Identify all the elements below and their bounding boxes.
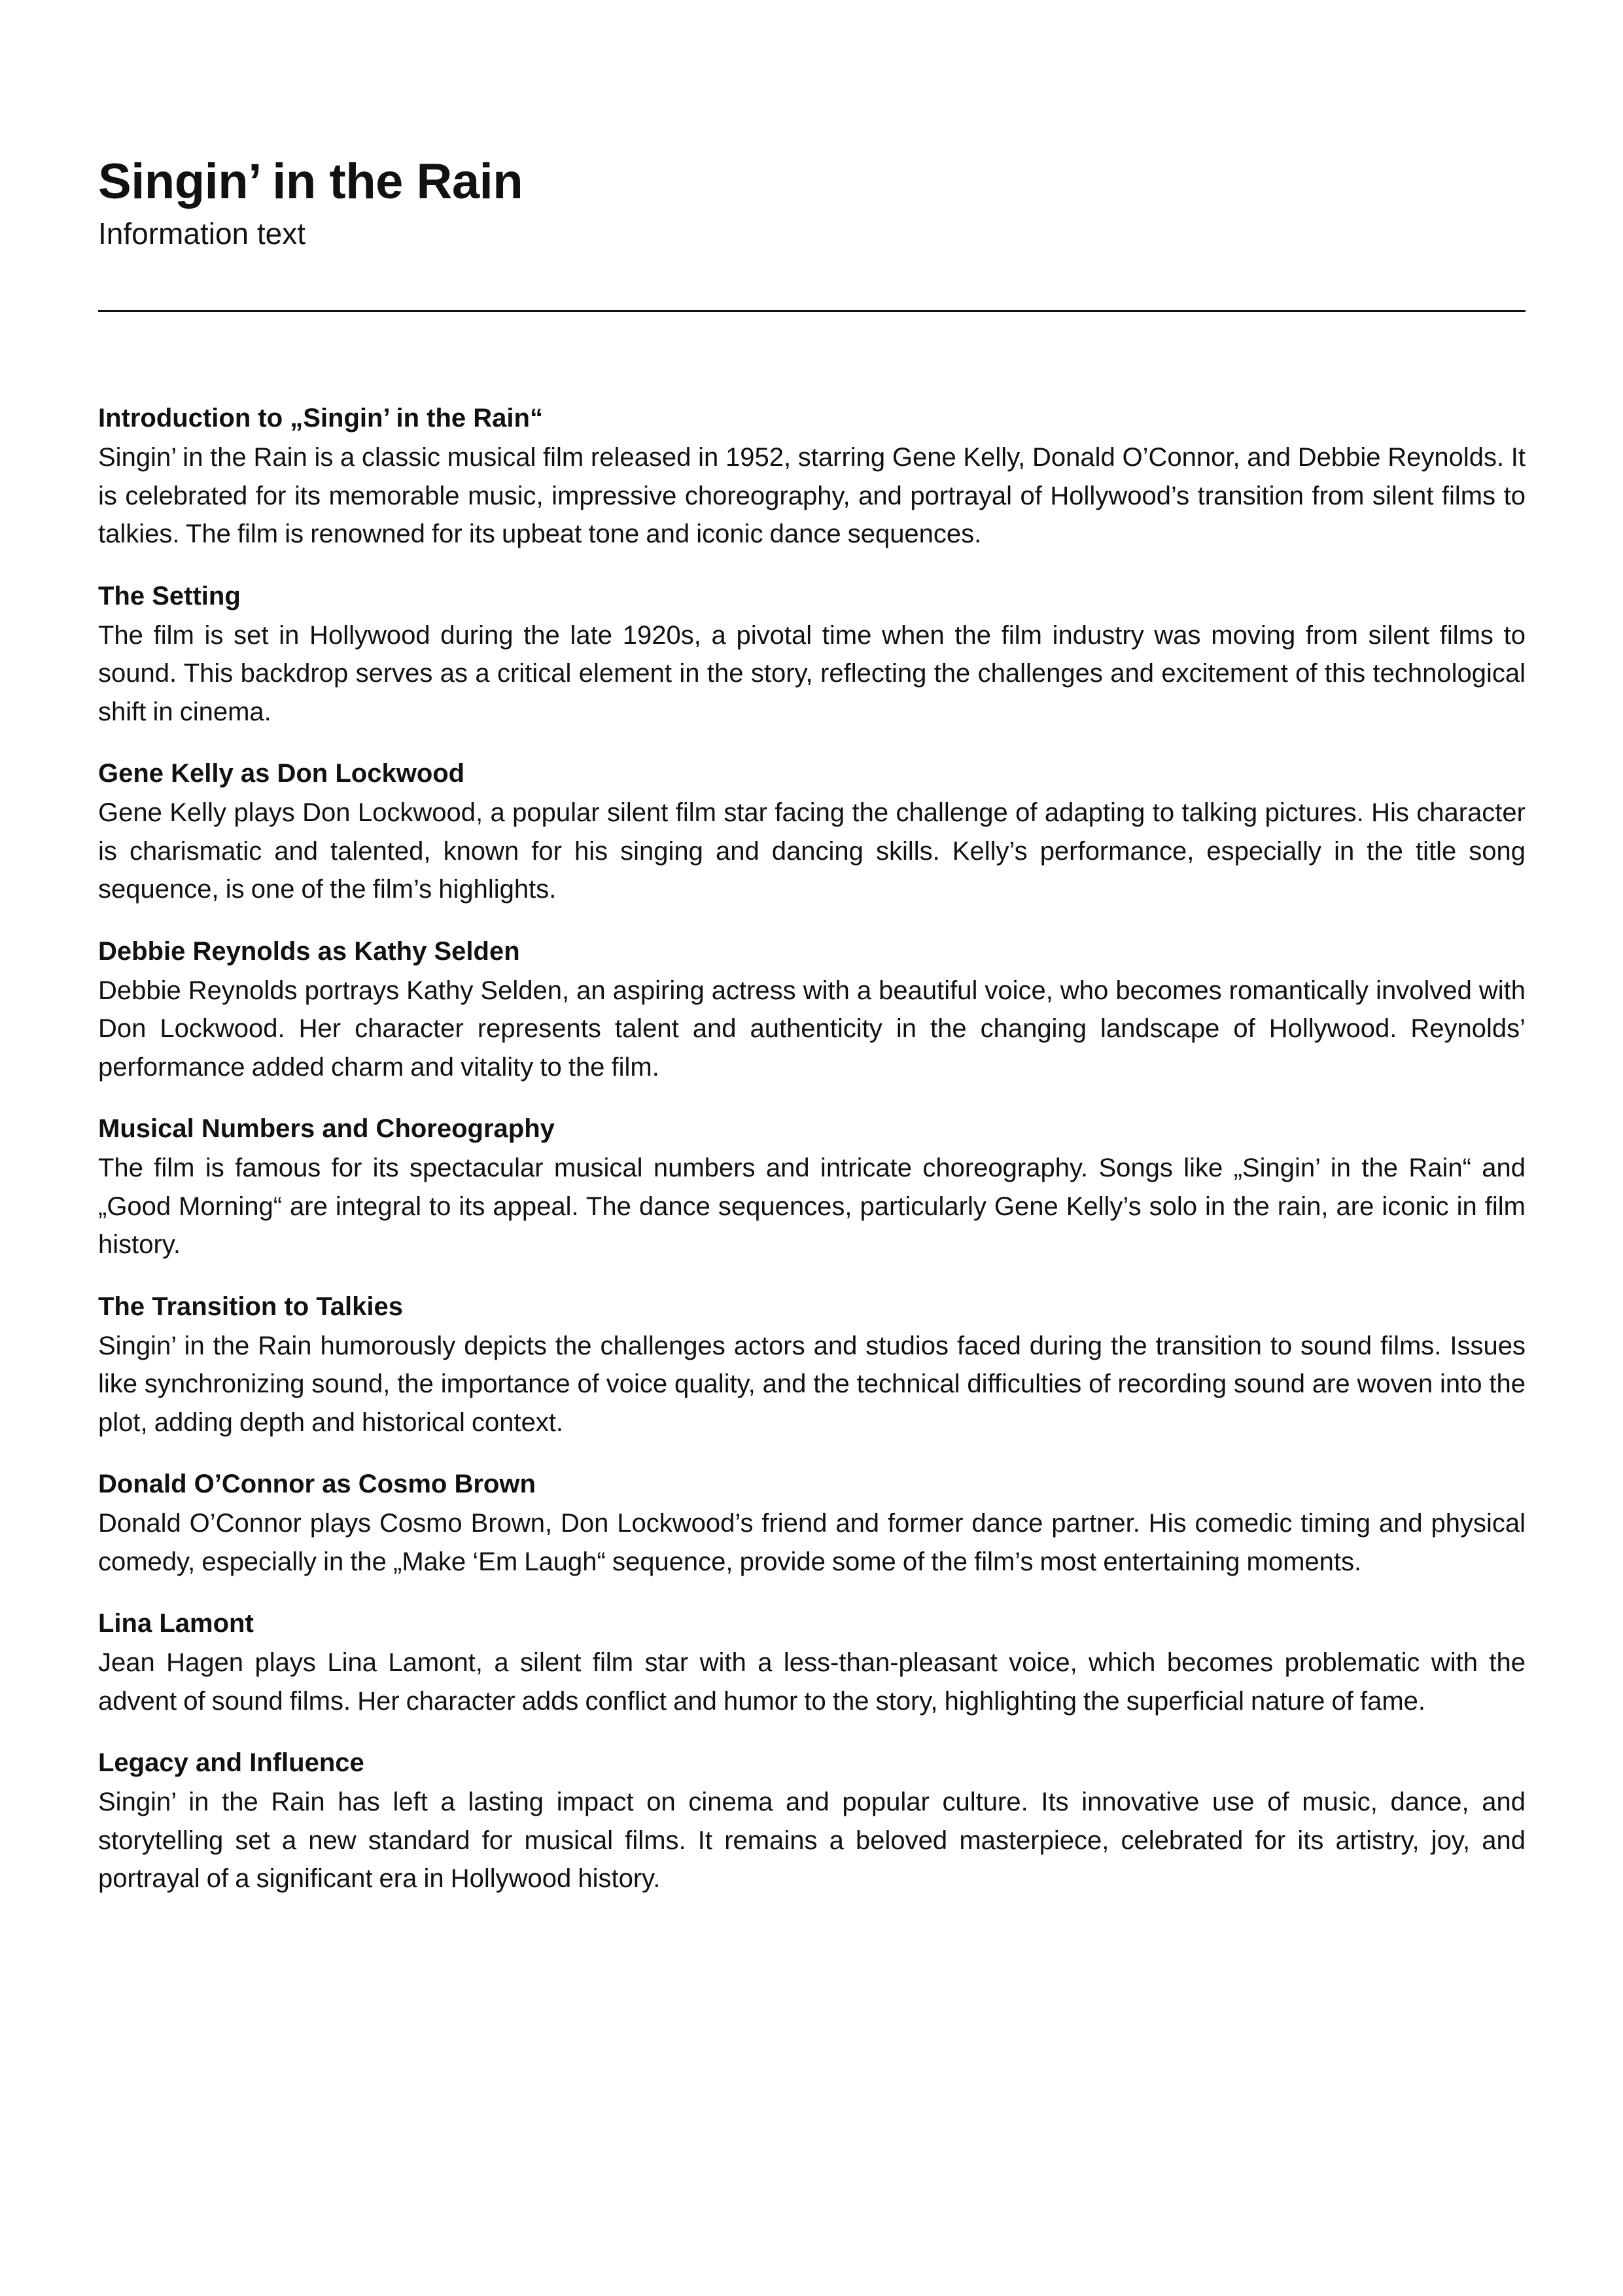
section-setting [98,576,1526,732]
section-body: Donald O’Connor plays Cosmo Brown, Don Lockwood’s friend and former dance partner. His comedic timing and physical comedy, especially in the „Make ‘Em Laugh“ sequence, provide some of the film’s most entertaining moments. [98,1509,1526,1576]
section-legacy [98,1742,1526,1898]
section-body: Singin’ in the Rain humorously depicts the challenges actors and studios faced during the transition to sound films. Issues like synchronizing sound, the importance of voice quality, and the technical difficulties of recording sound are woven into the plot, adding depth and historical context. [98,1331,1526,1437]
section-body: Jean Hagen plays Lina Lamont, a silent film star with a less-than-pleasant voice, which becomes problematic with the advent of sound films. Her character adds conflict and humor to the story, highlighting the superficial nature of fame. [98,1648,1526,1716]
section-body: Gene Kelly plays Don Lockwood, a popular silent film star facing the challenge of adapting to talking pictures. His character is charismatic and talented, known for his singing and dancing skills. Kelly’s performance, especially in the title song sequence, is one of the film’s highlights. [98,798,1526,904]
section-lina-lamont [98,1603,1526,1720]
section-heading: Debbie Reynolds as Kathy Selden [98,936,520,966]
section-gene-kelly [98,753,1526,909]
section-musical-numbers [98,1108,1526,1264]
section-debbie-reynolds [98,931,1526,1087]
section-heading: Gene Kelly as Don Lockwood [98,759,465,788]
document-page [98,0,1526,2296]
section-heading: Lina Lamont [98,1609,254,1638]
section-heading: Introduction to „Singin’ in the Rain“ [98,404,543,433]
section-body: The film is set in Hollywood during the late 1920s, a pivotal time when the film industry was moving from silent films to sound. This backdrop serves as a critical element in the story, reflecting the challenges and excitement of this technological shift in cinema. [98,620,1526,726]
page-title: Singin’ in the Rain [98,154,523,209]
section-introduction [98,398,1526,554]
section-body: Singin’ in the Rain is a classic musical film released in 1952, starring Gene Kelly, Donald O’Connor, and Debbie Reynolds. It is celebrated for its memorable music, impressive choreography, and portrayal of Hollywood’s transition from silent films to talkies. The film is renowned for its upbeat tone and iconic dance sequences. [98,443,1526,548]
section-heading: The Setting [98,581,241,610]
section-transition-talkies [98,1286,1526,1442]
section-heading: Legacy and Influence [98,1748,364,1777]
section-heading: Donald O’Connor as Cosmo Brown [98,1470,536,1498]
section-body: Singin’ in the Rain has left a lasting impact on cinema and popular culture. Its innovative use of music, dance, and storytelling set a new standard for musical films. It remains a beloved masterpiece, celebrated for its artistry, joy, and portrayal of a significant era in Hollywood history. [98,1788,1526,1893]
section-body: Debbie Reynolds portrays Kathy Selden, an aspiring actress with a beautiful voice, who becomes romantically involved with Don Lockwood. Her character represents talent and authenticity in the changing landscape of Hollywood. Reynolds’ performance added charm and vitality to the film. [98,976,1526,1082]
section-donald-oconnor [98,1464,1526,1581]
sections-list [98,398,1526,1920]
page-subtitle: Information text [98,217,306,251]
section-body: The film is famous for its spectacular musical numbers and intricate choreography. Songs like „Singin’ in the Rain“ and „Good Morning“ are integral to its appeal. The dance sequences, particularly Gene Kelly’s solo in the rain, are iconic in film history. [98,1154,1526,1259]
header-divider [98,310,1526,312]
section-heading: Musical Numbers and Choreography [98,1114,555,1143]
section-heading: The Transition to Talkies [98,1292,404,1321]
